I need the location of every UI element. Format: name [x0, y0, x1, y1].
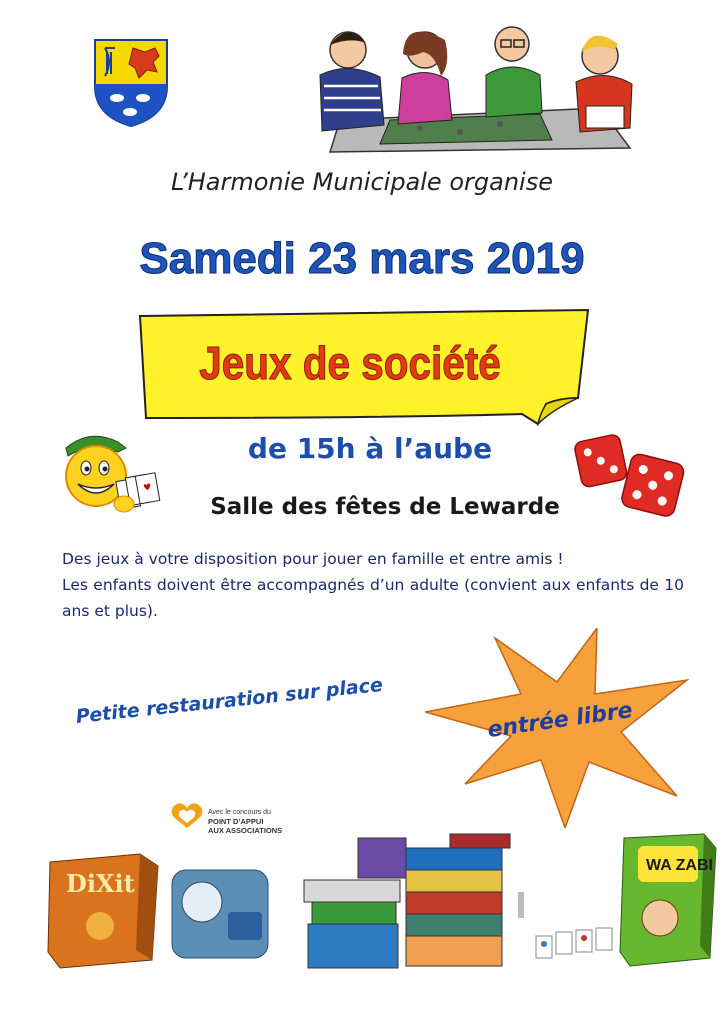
event-description: [62, 546, 684, 624]
event-title: Jeux de société: [199, 337, 501, 389]
svg-text:♥: ♥: [142, 482, 153, 494]
board-games-photo: [40, 832, 720, 972]
sponsor-caption: [208, 808, 328, 835]
event-hours: de 15h à l’aube: [247, 432, 493, 465]
catering-note: Petite restauration sur place: [74, 673, 384, 728]
description-line: Des jeux à votre disposition pour jouer en famille et entre amis !: [62, 550, 564, 568]
board-game-players-illustration: [300, 20, 660, 155]
dixit-label: DiXit: [66, 869, 135, 898]
wazabi-box: [620, 834, 716, 966]
games-stack: [304, 834, 510, 968]
dixit-box: [48, 854, 158, 968]
wazabi-label: WA ZABI: [646, 857, 713, 874]
description-line: Les enfants doivent être accompagnés d’un adulte (convient aux enfants de 10 ans et plus).: [62, 576, 684, 620]
sponsor-line: POINT D’APPUI: [208, 817, 264, 826]
game-tin: [172, 870, 268, 958]
card-layout: [518, 892, 612, 958]
venue-name: Salle des fêtes de Lewarde: [210, 494, 560, 520]
organizer-line: L’Harmonie Municipale organise: [171, 168, 553, 196]
sponsor-line: Avec le concours du: [208, 809, 271, 816]
event-date-heading: Samedi 23 mars 2019: [139, 234, 585, 283]
free-entry-label: entrée libre: [485, 697, 635, 744]
sponsor-line: AUX ASSOCIATIONS: [208, 826, 283, 835]
coat-of-arms-icon: [93, 38, 169, 128]
